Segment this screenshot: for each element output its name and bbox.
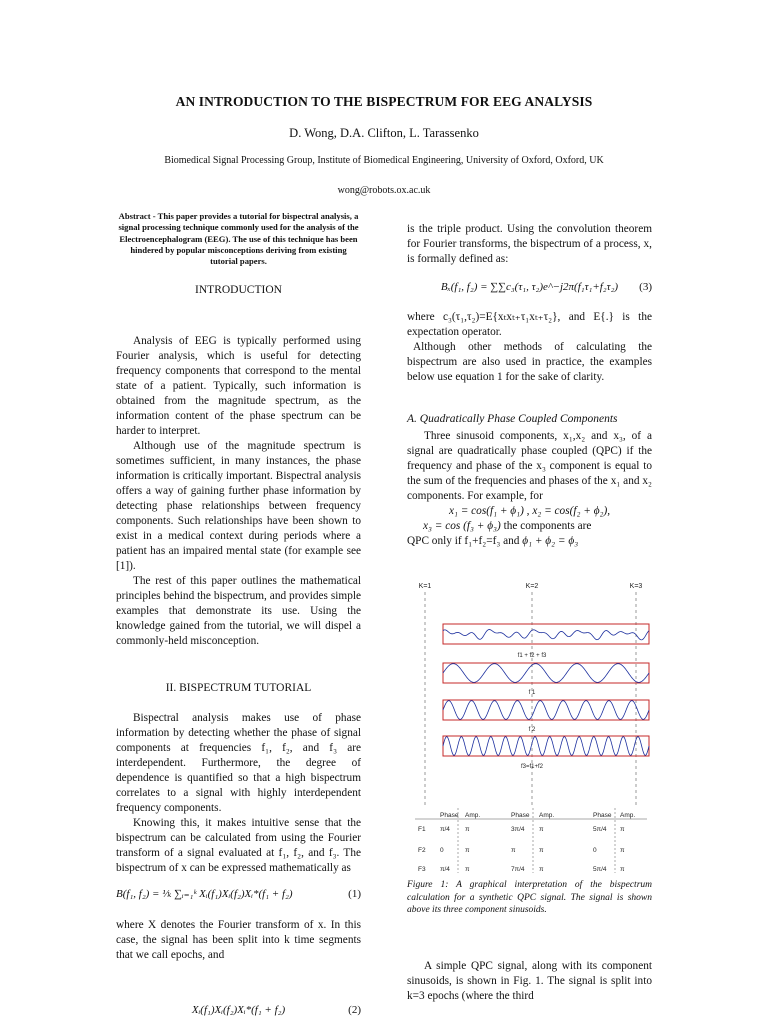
figure-1-caption: Figure 1: A graphical interpretation of the bispectrum calculation for a synthetic QPC signal. The signal is shown above its three component sinusoids. — [407, 880, 652, 915]
table-header: Amp. — [620, 812, 636, 819]
panel-label: f 1 — [528, 690, 536, 696]
introduction-heading: INTRODUCTION — [195, 284, 282, 296]
phase-condition: ϕ₁ + ϕ₂ = ϕ₃ — [522, 535, 579, 547]
table-cell: π — [620, 826, 625, 833]
table-cell: π — [465, 866, 470, 873]
epoch-label: K=1 — [418, 583, 432, 590]
panel-label: f3=f1+f2 — [520, 764, 544, 770]
panel-label: f 2 — [528, 727, 536, 733]
abstract: Abstract - This paper provides a tutorial for bispectral analysis, a signal processing technique commonly used for the analysis of the Electroencephalogram (EEG). The use of this technique has been hindered by popular misconceptions deriving from existing tutorial papers. — [118, 211, 359, 267]
table-cell: π — [539, 826, 544, 833]
epoch-label: K=3 — [629, 583, 643, 590]
table-header: Phase — [511, 812, 530, 819]
table-cell: 0 — [593, 847, 597, 854]
table-cell: 0 — [440, 847, 444, 854]
table-header: Phase — [440, 812, 459, 819]
introduction-body — [116, 334, 361, 649]
qpc-definition-text: Three sinusoid components, x₁,x₂ and x₃, of a signal are quadratically phase coupled (QPC) if the frequency and phase of the x₃ component is equal to the sum of the frequencies and phases of the x₁ and x₂ components. For example, for — [407, 430, 652, 502]
qpc-condition-line — [407, 534, 652, 549]
table-header: Phase — [593, 812, 612, 819]
table-cell: π/4 — [440, 826, 450, 833]
figure-1 — [407, 578, 655, 873]
equation-2 — [116, 1003, 361, 1018]
equation-2-body: Xᵢ(f₁)Xᵢ(f₂)Xᵢ*(f₁ + f₂) — [191, 1004, 286, 1016]
qpc-equation-line: x₁ = cos(f₁ + ϕ₁) , x₂ = cos(f₂ + ϕ₂), — [448, 505, 611, 517]
equation-1-number: (1) — [348, 888, 361, 900]
table-cell: π — [511, 847, 516, 854]
affiliation: Biomedical Signal Processing Group, Institute of Biomedical Engineering, University of Oxford, Oxford, UK — [164, 155, 604, 166]
section-2-body — [116, 711, 361, 876]
table-cell: π — [620, 866, 625, 873]
sinusoid-wave — [443, 630, 649, 640]
email-address[interactable]: wong@robots.ox.ac.uk — [337, 185, 431, 196]
table-cell: π — [465, 847, 470, 854]
equation-3 — [407, 280, 652, 295]
qpc-signal-paragraph — [407, 959, 652, 1004]
section-2-heading: II. BISPECTRUM TUTORIAL — [165, 682, 312, 694]
section-2-paragraph-2: Knowing this, it makes intuitive sense that the bispectrum can be calculated from using the Fourier transform of a signal evaluated at f₁, f₂, and f₃. The bispectrum of x can be expressed mathematically as — [116, 817, 361, 874]
table-row-label: F2 — [418, 847, 426, 854]
equation-2-number: (2) — [348, 1004, 361, 1016]
table-row-label: F3 — [418, 866, 426, 873]
table-cell: 3π/4 — [511, 826, 525, 833]
table-cell: π — [620, 847, 625, 854]
qpc-condition-text: QPC only if f₁+f₂=f₃ and — [407, 535, 520, 547]
intro-paragraph-2: Although use of the magnitude spectrum is sometimes sufficient, in many instances, the phase information is critically important. Bispectral analysis offers a way of gaining further phase information by detecting phase relationships between frequency components. Such relationships have been shown to exist in a medical context during periods where a patient has an impaired mental state (for example see [1]). — [116, 440, 361, 572]
qpc-components-text: the components are — [503, 520, 592, 532]
panel-label: f1 + f2 + f3 — [517, 653, 547, 659]
epoch-label: K=2 — [525, 583, 539, 590]
section-2-paragraph-1: Bispectral analysis makes use of phase information by detecting whether the phase of signal components at frequencies f₁, f₂, and f₃ are interdependent. Furthermore, the degree of dependence is quantified so that a high bispectrum correlates to a signal with highly interdependent frequency components. — [116, 712, 361, 814]
table-cell: 5π/4 — [593, 826, 607, 833]
table-cell: 7π/4 — [511, 866, 525, 873]
equation-3-body: Bₓ(f₁, f₂) = ∑∑c₃(τ₁, τ₂)e^−j2π(f₁τ₁+f₂τ₂) — [440, 281, 619, 293]
section-2-paragraph-3: where X denotes the Fourier transform of x. In this case, the signal has been split into k time segments that we call epochs, and — [116, 919, 361, 961]
table-row-label: F1 — [418, 826, 426, 833]
methods-text: Although other methods of calculating the bispectrum are also used in practice, the examples below use equation 1 for the sake of clarity. — [407, 341, 652, 383]
table-cell: π — [539, 866, 544, 873]
qpc-equation-line-2 — [407, 519, 652, 534]
sinusoid-wave — [443, 737, 649, 756]
table-cell: π/4 — [440, 866, 450, 873]
paper-title: AN INTRODUCTION TO THE BISPECTRUM FOR EEG ANALYSIS — [175, 94, 593, 109]
table-cell: π — [539, 847, 544, 854]
expectation-text: where c₃(τ₁,τ₂)=E{xₜxₜ₊τ₁xₜ₊τ₂}, and E{.} is the expectation operator. — [407, 311, 652, 338]
equation-1-body: B(f₁, f₂) = ¹⁄ₖ ∑ᵢ₌₁ᵏ Xᵢ(f₁)Xᵢ(f₂)Xᵢ*(f₁ + f₂) — [116, 888, 293, 900]
qpc-paragraph — [407, 429, 652, 549]
triple-product-paragraph: is the triple product. Using the convolution theorem for Fourier transforms, the bispectrum of a process, x, is formally defined as: — [407, 223, 652, 265]
qpc-signal-text: A simple QPC signal, along with its component sinusoids, is shown in Fig. 1. The signal is split into k=3 epochs (where the third — [407, 960, 652, 1002]
equation-3-number: (3) — [639, 281, 652, 293]
table-header: Amp. — [539, 812, 555, 819]
subsection-a-heading: A. Quadratically Phase Coupled Components — [407, 413, 618, 425]
expectation-paragraph — [407, 310, 652, 385]
intro-paragraph-1: Analysis of EEG is typically performed using Fourier analysis, which is useful for detecting frequency components that correspond to the mental state of a patient. Typically, such information is obtained from the magnitude spectrum, as the information content of the phase spectrum can be harder to interpret. — [116, 335, 361, 437]
author-list: D. Wong, D.A. Clifton, L. Tarassenko — [289, 126, 479, 140]
equation-1 — [116, 887, 361, 902]
x3-definition: x₃ = cos (f₃ + ϕ₃) — [423, 520, 501, 532]
table-header: Amp. — [465, 812, 481, 819]
table-cell: π — [465, 826, 470, 833]
sinusoid-wave — [443, 664, 649, 683]
table-cell: 5π/4 — [593, 866, 607, 873]
sinusoid-wave — [443, 701, 649, 720]
intro-paragraph-3: The rest of this paper outlines the mathematical principles behind the bispectrum, and provides simple examples that demonstrate its use. Using the knowledge gained from the tutorial, we will dispel a commonly-held misconception. — [116, 575, 361, 647]
